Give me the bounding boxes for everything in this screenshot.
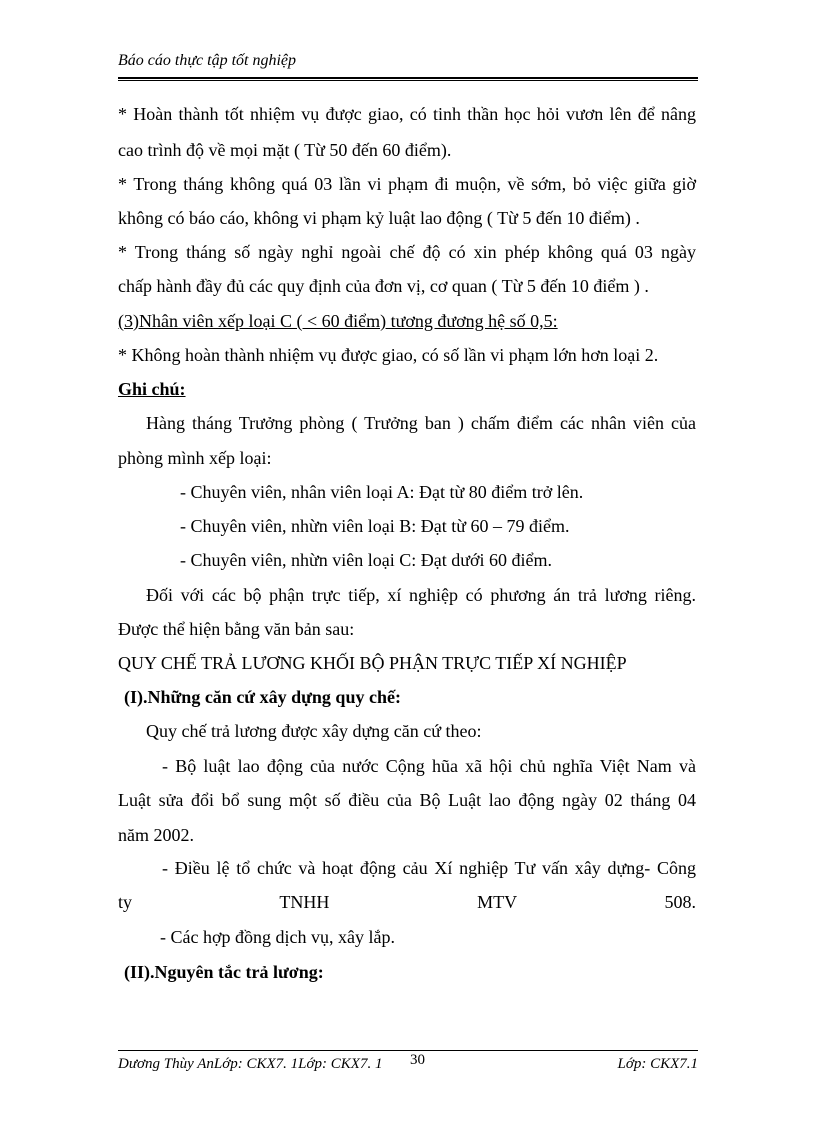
text-line: Quy chế trả lương được xây dựng căn cứ theo:	[146, 721, 482, 741]
running-header: Báo cáo thực tập tốt nghiệp	[118, 52, 297, 69]
text-line: Hàng tháng Trưởng phòng ( Trưởng ban ) chấm điểm các nhân viên của	[146, 413, 696, 433]
text-line: năm 2002.	[118, 825, 194, 845]
section-heading-ii: (II).Nguyên tắc trả lương:	[124, 962, 324, 982]
text-line: ty TNHH MTV 508.	[118, 892, 696, 912]
list-item: - Bộ luật lao động của nước Cộng hũa xã hội chủ nghĩa Việt Nam và	[162, 756, 696, 776]
list-item: - Chuyên viên, nhừn viên loại C: Đạt dưới 60 điểm.	[180, 550, 552, 570]
list-item: - Chuyên viên, nhừn viên loại B: Đạt từ 60 – 79 điểm.	[180, 516, 570, 536]
regulation-title: QUY CHẾ TRẢ LƯƠNG KHỐI BỘ PHẬN TRỰC TIẾP XÍ NGHIỆP	[118, 653, 627, 673]
text-line: Đối với các bộ phận trực tiếp, xí nghiệp có phương án trả lương riêng.	[146, 585, 696, 605]
note-heading: Ghi chú:	[118, 379, 186, 399]
text-line: cao trình độ về mọi mặt ( Từ 50 đến 60 điểm).	[118, 140, 452, 160]
text-line: * Không hoàn thành nhiệm vụ được giao, có số lần vi phạm lớn hơn loại 2.	[118, 345, 659, 365]
text-line: * Trong tháng số ngày nghỉ ngoài chế độ có xin phép không quá 03 ngày	[118, 242, 696, 262]
text-line: Được thể hiện bằng văn bản sau:	[118, 619, 355, 639]
section-heading-c: (3)Nhân viên xếp loại C ( < 60 điểm) tương đương hệ số 0,5:	[118, 311, 558, 331]
section-heading-i: (I).Những căn cứ xây dựng quy chế:	[124, 687, 401, 707]
list-item: - Các hợp đồng dịch vụ, xây lắp.	[160, 927, 395, 947]
footer-class: Lớp: CKX7.1	[617, 1056, 698, 1072]
header-rule	[118, 77, 698, 79]
text-line: * Hoàn thành tốt nhiệm vụ được giao, có tinh thần học hỏi vươn lên để nâng	[118, 104, 696, 124]
text-line: chấp hành đầy đủ các quy định của đơn vị, cơ quan ( Từ 5 đến 10 điểm ) .	[118, 276, 649, 296]
page-number: 30	[410, 1052, 425, 1068]
footer-author: Dương Thùy AnLớp: CKX7. 1Lớp: CKX7. 1	[118, 1056, 383, 1072]
footer-rule	[118, 1050, 698, 1051]
list-item: - Điều lệ tổ chức và hoạt động cảu Xí nghiệp Tư vấn xây dựng- Công	[162, 858, 696, 878]
text-line: không có báo cáo, không vi phạm kỷ luật lao động ( Từ 5 đến 10 điểm) .	[118, 208, 640, 228]
text-line: Luật sửa đổi bổ sung một số điều của Bộ Luật lao động ngày 02 tháng 04	[118, 790, 696, 810]
text-line: phòng mình xếp loại:	[118, 448, 272, 468]
list-item: - Chuyên viên, nhân viên loại A: Đạt từ 80 điểm trở lên.	[180, 482, 584, 502]
header-rule-inner	[118, 80, 698, 81]
text-line: * Trong tháng không quá 03 lần vi phạm đi muộn, về sớm, bỏ việc giữa giờ	[118, 174, 696, 194]
